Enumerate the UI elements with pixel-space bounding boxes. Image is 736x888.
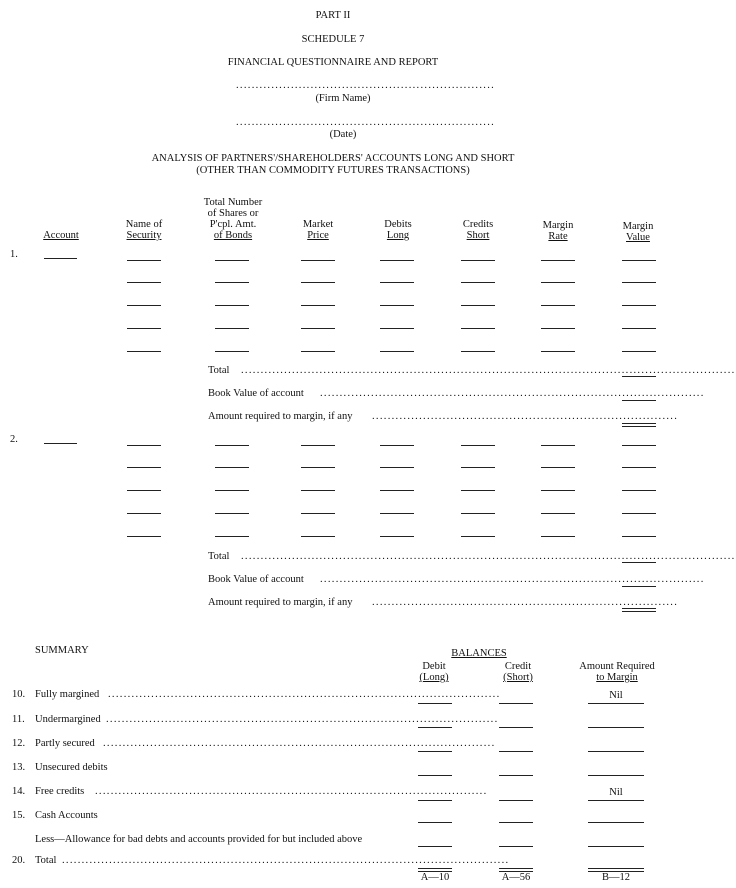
- summary-row-number: 11.: [12, 714, 25, 725]
- balances-heading: [412, 648, 546, 659]
- price-field[interactable]: [301, 536, 335, 537]
- value-field[interactable]: [622, 260, 656, 261]
- margin-field[interactable]: [588, 846, 644, 847]
- security-field[interactable]: [127, 305, 161, 306]
- security-field[interactable]: [127, 328, 161, 329]
- col-value-l2: Value: [626, 232, 650, 243]
- section-2-total-field[interactable]: [622, 562, 656, 563]
- credits-field[interactable]: [461, 328, 495, 329]
- rate-field[interactable]: [541, 490, 575, 491]
- rate-field[interactable]: [541, 260, 575, 261]
- col-security-l1: Name of: [125, 219, 163, 230]
- col-credit: [490, 661, 546, 683]
- leader-dots: ....................................................................................................: [106, 714, 499, 725]
- shares-field[interactable]: [215, 282, 249, 283]
- col-account: [36, 230, 86, 241]
- balances-label: BALANCES: [451, 648, 507, 659]
- summary-row-number: 15.: [12, 810, 26, 821]
- credit-field[interactable]: [499, 800, 533, 801]
- margin-field[interactable]: [588, 727, 644, 728]
- leader-dots: ..............................................................................................................................: [241, 551, 736, 562]
- col-debit-l2: (Long): [419, 672, 449, 683]
- value-field[interactable]: [622, 445, 656, 446]
- credit-field[interactable]: [499, 703, 533, 704]
- section-2-account-field[interactable]: [44, 443, 77, 444]
- col-shares-l3: P'cpl. Amt.: [209, 219, 257, 230]
- debit-field[interactable]: [418, 822, 452, 823]
- security-field[interactable]: [127, 536, 161, 537]
- value-field[interactable]: [622, 305, 656, 306]
- summary-row-number: 12.: [12, 738, 26, 749]
- shares-field[interactable]: [215, 445, 249, 446]
- debit-field[interactable]: [418, 751, 452, 752]
- summary-title: SUMMARY: [35, 645, 89, 656]
- analysis-subheading: (OTHER THAN COMMODITY FUTURES TRANSACTIONS): [196, 165, 470, 176]
- col-rate-l2: Rate: [548, 231, 568, 242]
- security-field[interactable]: [127, 445, 161, 446]
- summary-total-number: 20.: [12, 855, 26, 866]
- value-field[interactable]: [622, 328, 656, 329]
- credit-field[interactable]: [499, 846, 533, 847]
- col-amount-required: [570, 661, 664, 683]
- credits-field[interactable]: [461, 260, 495, 261]
- leader-dots: ..............................................................................: [372, 597, 679, 608]
- col-margin-value: [610, 221, 666, 243]
- rate-field[interactable]: [541, 351, 575, 352]
- section-2-required-label: Amount required to margin, if any: [208, 597, 353, 608]
- summary-row-label: Free credits: [35, 786, 85, 797]
- value-field[interactable]: [622, 490, 656, 491]
- value-field[interactable]: [622, 536, 656, 537]
- credits-field[interactable]: [461, 490, 495, 491]
- col-shares-l2: of Shares or: [207, 208, 259, 219]
- security-field[interactable]: [127, 282, 161, 283]
- leader-dots: ..................................................................................................: [320, 388, 705, 399]
- shares-field[interactable]: [215, 328, 249, 329]
- col-price-l2: Price: [307, 230, 329, 241]
- credit-field[interactable]: [499, 727, 533, 728]
- col-shares-l4: of Bonds: [213, 230, 253, 241]
- debits-field[interactable]: [380, 536, 414, 537]
- shares-field[interactable]: [215, 351, 249, 352]
- value-field[interactable]: [622, 467, 656, 468]
- leader-dots: ....................................................................................................: [95, 786, 488, 797]
- ref-credit: A—56: [501, 872, 531, 883]
- analysis-heading: ANALYSIS OF PARTNERS'/SHAREHOLDERS' ACCOUNTS LONG AND SHORT: [151, 153, 515, 164]
- margin-field[interactable]: [588, 800, 644, 801]
- section-1-required-label: Amount required to margin, if any: [208, 411, 353, 422]
- section-2-book-value-field[interactable]: [622, 586, 656, 587]
- price-field[interactable]: [301, 445, 335, 446]
- margin-value: Nil: [609, 690, 623, 701]
- section-2-required-field[interactable]: [622, 608, 656, 612]
- section-1-required-field[interactable]: [622, 423, 656, 427]
- credits-field[interactable]: [461, 467, 495, 468]
- shares-field[interactable]: [215, 260, 249, 261]
- col-debits-l2: Long: [386, 230, 410, 241]
- rate-field[interactable]: [541, 513, 575, 514]
- debit-field[interactable]: [418, 800, 452, 801]
- summary-row-label: Cash Accounts: [35, 810, 98, 821]
- section-2-number: 2.: [10, 434, 18, 445]
- rate-field[interactable]: [541, 328, 575, 329]
- debit-field[interactable]: [418, 846, 452, 847]
- credits-field[interactable]: [461, 513, 495, 514]
- debits-field[interactable]: [380, 513, 414, 514]
- security-field[interactable]: [127, 490, 161, 491]
- form-title: FINANCIAL QUESTIONNAIRE AND REPORT: [227, 57, 439, 68]
- debit-field[interactable]: [418, 727, 452, 728]
- credit-field[interactable]: [499, 775, 533, 776]
- credit-field[interactable]: [499, 751, 533, 752]
- credits-field[interactable]: [461, 305, 495, 306]
- ref-margin: B—12: [601, 872, 630, 883]
- leader-dots: ....................................................................................................: [103, 738, 496, 749]
- price-field[interactable]: [301, 260, 335, 261]
- price-field[interactable]: [301, 282, 335, 283]
- col-price-l1: Market: [302, 219, 334, 230]
- credits-field[interactable]: [461, 445, 495, 446]
- col-shares-l1: Total Number: [203, 197, 263, 208]
- col-account-label: Account: [43, 230, 79, 241]
- shares-field[interactable]: [215, 513, 249, 514]
- margin-field[interactable]: [588, 751, 644, 752]
- col-price: [290, 219, 346, 241]
- security-field[interactable]: [127, 513, 161, 514]
- firm-name-field[interactable]: ..................................................................: [236, 80, 496, 91]
- section-2-total-label: Total: [208, 551, 230, 562]
- leader-dots: ..................................................................................................................: [62, 855, 510, 866]
- summary-row-number: 14.: [12, 786, 26, 797]
- price-field[interactable]: [301, 328, 335, 329]
- security-field[interactable]: [127, 467, 161, 468]
- rate-field[interactable]: [541, 282, 575, 283]
- section-1-account-field[interactable]: [44, 258, 77, 259]
- col-security-l2: Security: [126, 230, 162, 241]
- col-debits: [370, 219, 426, 241]
- col-value-l1: Margin: [622, 221, 654, 232]
- security-field[interactable]: [127, 260, 161, 261]
- value-field[interactable]: [622, 351, 656, 352]
- debits-field[interactable]: [380, 467, 414, 468]
- col-credit-l2: (Short): [503, 672, 533, 683]
- price-field[interactable]: [301, 513, 335, 514]
- value-field[interactable]: [622, 282, 656, 283]
- debits-field[interactable]: [380, 305, 414, 306]
- firm-name-label: (Firm Name): [315, 93, 371, 104]
- section-1-number: 1.: [10, 249, 18, 260]
- shares-field[interactable]: [215, 467, 249, 468]
- debits-field[interactable]: [380, 490, 414, 491]
- leader-dots: ....................................................................................................: [108, 689, 501, 700]
- credits-field[interactable]: [461, 536, 495, 537]
- debits-field[interactable]: [380, 328, 414, 329]
- section-1-book-value-label: Book Value of account: [208, 388, 304, 399]
- col-credits-l1: Credits: [462, 219, 494, 230]
- price-field[interactable]: [301, 305, 335, 306]
- col-debits-l1: Debits: [384, 219, 412, 230]
- section-1-total-field[interactable]: [622, 376, 656, 377]
- margin-value: Nil: [609, 787, 623, 798]
- summary-row-number: 13.: [12, 762, 26, 773]
- part-heading: PART II: [315, 10, 351, 21]
- credit-field[interactable]: [499, 822, 533, 823]
- price-field[interactable]: [301, 467, 335, 468]
- date-field[interactable]: ..................................................................: [236, 117, 496, 128]
- leader-dots: ..................................................................................................: [320, 574, 705, 585]
- date-label: (Date): [329, 129, 357, 140]
- summary-row-label: Undermargined: [35, 714, 101, 725]
- col-rate-l1: Margin: [542, 220, 574, 231]
- value-field[interactable]: [622, 513, 656, 514]
- debits-field[interactable]: [380, 351, 414, 352]
- col-debit-l1: Debit: [422, 661, 446, 672]
- col-req-l1: Amount Required: [579, 661, 655, 672]
- debits-field[interactable]: [380, 260, 414, 261]
- summary-row-label: Fully margined: [35, 689, 100, 700]
- debit-field[interactable]: [418, 775, 452, 776]
- shares-field[interactable]: [215, 490, 249, 491]
- col-security: [116, 219, 172, 241]
- shares-field[interactable]: [215, 536, 249, 537]
- margin-field[interactable]: [588, 703, 644, 704]
- col-credits: [450, 219, 506, 241]
- col-shares: [196, 197, 270, 241]
- less-allowance-label: Less—Allowance for bad debts and accounts provided for but included above: [35, 834, 363, 845]
- col-credits-l2: Short: [466, 230, 490, 241]
- leader-dots: ..............................................................................: [372, 411, 679, 422]
- section-2-book-value-label: Book Value of account: [208, 574, 304, 585]
- debit-field[interactable]: [418, 703, 452, 704]
- shares-field[interactable]: [215, 305, 249, 306]
- margin-field[interactable]: [588, 822, 644, 823]
- col-req-l2: to Margin: [596, 672, 638, 683]
- security-field[interactable]: [127, 351, 161, 352]
- summary-row-label: Unsecured debits: [35, 762, 108, 773]
- price-field[interactable]: [301, 351, 335, 352]
- summary-row-number: 10.: [12, 689, 26, 700]
- col-credit-l1: Credit: [504, 661, 532, 672]
- schedule-heading: SCHEDULE 7: [301, 34, 365, 45]
- rate-field[interactable]: [541, 445, 575, 446]
- col-debit: [406, 661, 462, 683]
- credits-field[interactable]: [461, 282, 495, 283]
- rate-field[interactable]: [541, 467, 575, 468]
- leader-dots: ..............................................................................................................................: [241, 365, 736, 376]
- summary-row-label: Partly secured: [35, 738, 95, 749]
- rate-field[interactable]: [541, 536, 575, 537]
- debits-field[interactable]: [380, 445, 414, 446]
- ref-debit: A—10: [420, 872, 450, 883]
- section-1-book-value-field[interactable]: [622, 400, 656, 401]
- debits-field[interactable]: [380, 282, 414, 283]
- summary-total-label: Total: [35, 855, 57, 866]
- credits-field[interactable]: [461, 351, 495, 352]
- price-field[interactable]: [301, 490, 335, 491]
- rate-field[interactable]: [541, 305, 575, 306]
- section-1-total-label: Total: [208, 365, 230, 376]
- margin-field[interactable]: [588, 775, 644, 776]
- col-margin-rate: [530, 220, 586, 242]
